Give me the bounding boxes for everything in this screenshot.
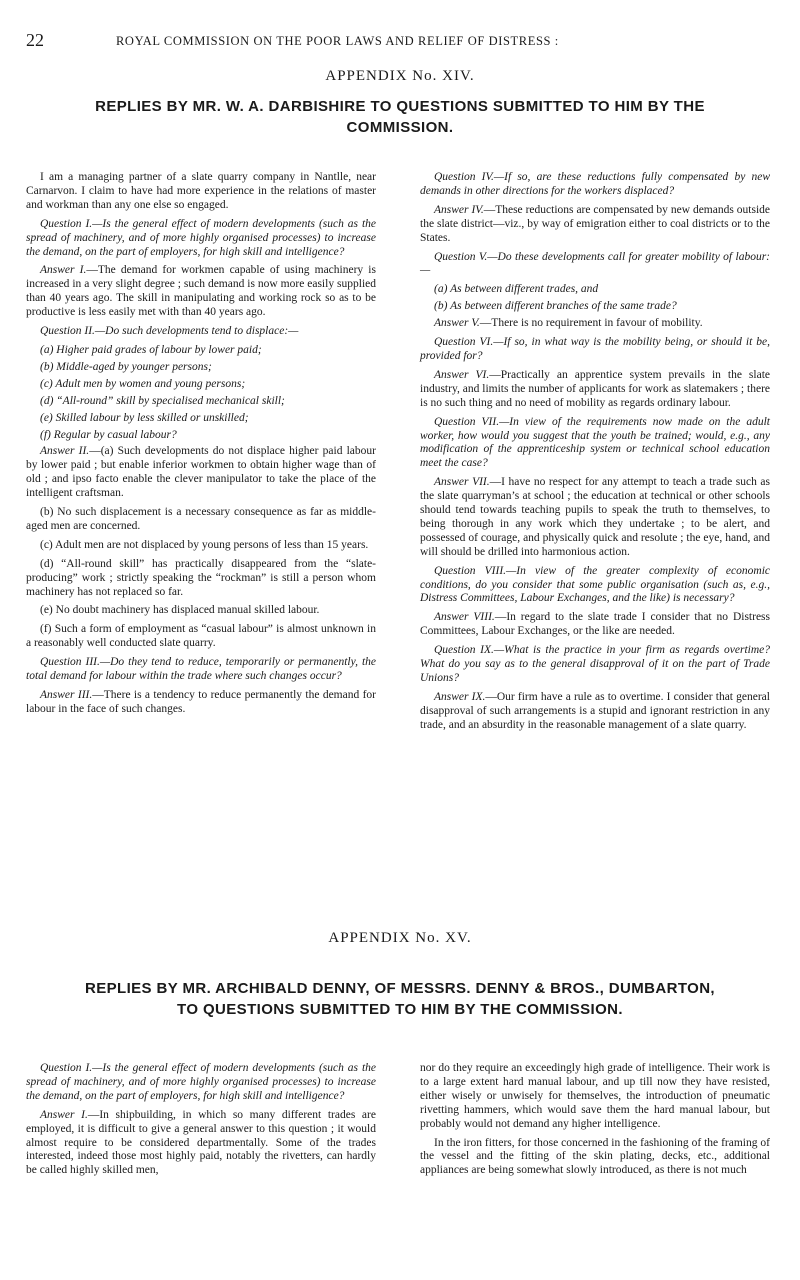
answer-2-b: (b) No such displacement is a necessary consequence as far as middle-aged men are concerned. bbox=[26, 506, 376, 532]
answer-label: Answer IV. bbox=[434, 203, 484, 216]
question-2-e: (e) Skilled labour by less skilled or unskilled; bbox=[40, 411, 249, 424]
question-2: Question II.—Do such developments tend to displace:— bbox=[40, 325, 299, 338]
question-2-a: (a) Higher paid grades of labour by lower paid; bbox=[40, 343, 262, 356]
answer-label: Answer VI. bbox=[434, 368, 490, 381]
appendix-xv-label: APPENDIX No. XV. bbox=[328, 930, 472, 946]
answer-label: Answer IX. bbox=[434, 690, 486, 703]
answer-label: Answer II. bbox=[40, 445, 90, 458]
question-3: Question III.—Do they tend to reduce, temporarily or permanently, the total demand for labour within the trade where such changes occur? bbox=[26, 656, 376, 683]
question-2-c: (c) Adult men by women and young persons; bbox=[40, 377, 246, 390]
intro-paragraph: I am a managing partner of a slate quarry company in Nantlle, near Carnarvon. I claim to have had more experience in the relations of master and workman than any one else so engaged. bbox=[26, 171, 376, 211]
question-1: Question I.—Is the general effect of modern developments (such as the spread of machinery, and of more highly organised processes) to increase the demand, on the part of employers, for high skill and intelligence? bbox=[26, 217, 376, 258]
answer-8 bbox=[420, 611, 770, 639]
appendix-xv-right-column bbox=[420, 1062, 770, 1183]
answer-label: Answer III. bbox=[40, 689, 93, 701]
answer-text: —In regard to the slate trade I consider that no Distress Committees, Labour Exchanges, or the like are needed. bbox=[420, 611, 771, 638]
answer-2-a bbox=[26, 445, 376, 501]
question-5-a: (a) As between different trades, and bbox=[434, 283, 599, 296]
answer-2-d: (d) “All-round skill” has practically disappeared from the “slate-producing” work ; strictly speaking the “rockman” is still a person whom machinery has not replaced so far. bbox=[26, 557, 376, 598]
answer-text: —These reductions are compensated by new demands outside the slate district—viz., by way of emigration either to coal districts or to the States. bbox=[420, 203, 770, 244]
page-number: 22 bbox=[26, 30, 44, 50]
question-2-b: (b) Middle-aged by younger persons; bbox=[40, 360, 212, 373]
question-9: Question IX.—What is the practice in your firm as regards overtime? What do you say as to the general disapproval of it on the part of Trade Unions? bbox=[420, 644, 770, 684]
question-6: Question VI.—If so, in what way is the mobility being, or should it be, provided for? bbox=[420, 336, 770, 362]
appendix-xiv-heading-line1: REPLIES BY MR. W. A. DARBISHIRE TO QUESTIONS SUBMITTED TO HIM BY THE bbox=[95, 98, 705, 115]
appendix-xv-heading bbox=[30, 978, 770, 1020]
running-title: ROYAL COMMISSION ON THE POOR LAWS AND RELIEF OF DISTRESS : bbox=[116, 34, 559, 48]
answer-3 bbox=[26, 689, 376, 717]
answer-text: —Our firm have a rule as to overtime. I consider that general disapproval of such arrangements is a stupid and ignorant restriction in any trade, and an absurdity in the reasonable management of a slate quarry. bbox=[420, 690, 770, 731]
answer-2-e: (e) No doubt machinery has displaced manual skilled labour. bbox=[40, 604, 320, 617]
appendix-xiv-label: APPENDIX No. XIV. bbox=[325, 68, 475, 84]
question-4: Question IV.—If so, are these reductions fully compensated by new demands in other directions for the workers displaced? bbox=[420, 171, 770, 197]
answer-label: Answer V. bbox=[434, 317, 480, 330]
question-8: Question VIII.—In view of the greater complexity of economic conditions, do you consider that some public organisation (such as, e.g., Distress Committees, Labour Exchanges, and the like) is necessary? bbox=[420, 564, 770, 605]
answer-2-c: (c) Adult men are not displaced by young persons of less than 15 years. bbox=[40, 538, 369, 551]
question-5: Question V.—Do these developments call for greater mobility of labour:— bbox=[420, 250, 770, 277]
answer-label: Answer VII. bbox=[434, 476, 490, 489]
paragraph: nor do they require an exceedingly high grade of intelligence. Their work is to a large extent hard manual labour, and up till now they have resisted, either wisely or unwisely for themselves, the introduction of pneumatic rivetting hammers, which would save them the hard manual labour, but probably would not demand any higher intelligence. bbox=[420, 1062, 770, 1130]
answer-4 bbox=[420, 204, 770, 246]
answer-5 bbox=[420, 317, 770, 331]
appendix-xiv-left-column bbox=[26, 171, 376, 722]
answer-1 bbox=[26, 1109, 376, 1179]
answer-text: —The demand for workmen capable of using machinery is increased in a very slight degree ; such demand is now more easily supplied than 40 years ago. The skill in manipulating and working rock so as to be productive is less easily met with than 40 years ago. bbox=[26, 264, 376, 319]
question-5-b: (b) As between different branches of the same trade? bbox=[434, 300, 677, 313]
answer-text: —Practically an apprentice system prevails in the slate industry, and limits the number of applicants for work as slatemakers ; there is no such thing and no need of mobility as regards ordinary labour. bbox=[420, 368, 770, 409]
answer-text: —I have no respect for any attempt to teach a trade such as the slate quarryman’s at school ; the education at technical or other schools should tend towards teaching pupils to speak the truth to themselves, to being thorough in any work which they undertake ; to be alert, and possessed of courage, and physically quick and resolute ; the eye, hand, and will should be drilled into harmonious action. bbox=[420, 476, 771, 558]
answer-1 bbox=[26, 264, 376, 320]
appendix-xiv-heading bbox=[30, 96, 770, 138]
answer-text: —In shipbuilding, in which so many different trades are employed, it is difficult to give a general answer to this question ; it would almost require to be considered departmentally. Some of the trades interested, indeed those most highly paid, notably the rivetters, can hardly be called highly skilled men, bbox=[26, 1108, 376, 1177]
answer-label: Answer VIII. bbox=[434, 611, 495, 624]
answer-text: —(a) Such developments do not displace higher paid labour by lower paid ; but enable inferior workmen to obtain higher wage than of old ; and ipso facto enable the clever manipulator to take the place of the intelligent craftsman. bbox=[26, 445, 376, 500]
answer-7 bbox=[420, 476, 770, 559]
answer-text: —There is no requirement in favour of mobility. bbox=[479, 317, 703, 330]
answer-9 bbox=[420, 691, 770, 733]
paragraph: In the iron fitters, for those concerned in the fashioning of the framing of the vessel and the fitting of the skin plating, decks, etc., additional appliances are being somewhat slowly introduced, as there is not much bbox=[420, 1136, 770, 1177]
appendix-xv-heading-line2: TO QUESTIONS SUBMITTED TO HIM BY THE COMMISSION. bbox=[177, 1001, 623, 1018]
answer-text: —There is a tendency to reduce permanently the demand for labour in the face of such changes. bbox=[26, 689, 376, 715]
answer-label: Answer I. bbox=[40, 1108, 88, 1121]
appendix-xv-left-column bbox=[26, 1062, 376, 1183]
question-7: Question VII.—In view of the requirements now made on the adult worker, how would you suggest that the youth be trained; would, e.g., any modification of the apprenticeship system or technical school education meet the case? bbox=[420, 415, 770, 470]
answer-2-f: (f) Such a form of employment as “casual labour” is almost unknown in a reasonably well conducted slate quarry. bbox=[26, 623, 376, 650]
question-2-f: (f) Regular by casual labour? bbox=[40, 428, 177, 441]
answer-6 bbox=[420, 369, 770, 411]
appendix-xiv-heading-line2: COMMISSION. bbox=[346, 119, 454, 136]
appendix-xiv-right-column bbox=[420, 171, 770, 738]
appendix-xv-heading-line1: REPLIES BY MR. ARCHIBALD DENNY, OF MESSRS. DENNY & BROS., DUMBARTON, bbox=[84, 980, 716, 997]
question-1: Question I.—Is the general effect of modern developments (such as the spread of machinery, and of more highly organised processes) to increase the demand, on the part of employers, for high skill and intelligence? bbox=[26, 1062, 376, 1102]
question-2-d: (d) “All-round” skill by specialised mechanical skill; bbox=[40, 394, 285, 407]
running-header bbox=[26, 30, 760, 56]
answer-label: Answer I. bbox=[40, 264, 87, 277]
